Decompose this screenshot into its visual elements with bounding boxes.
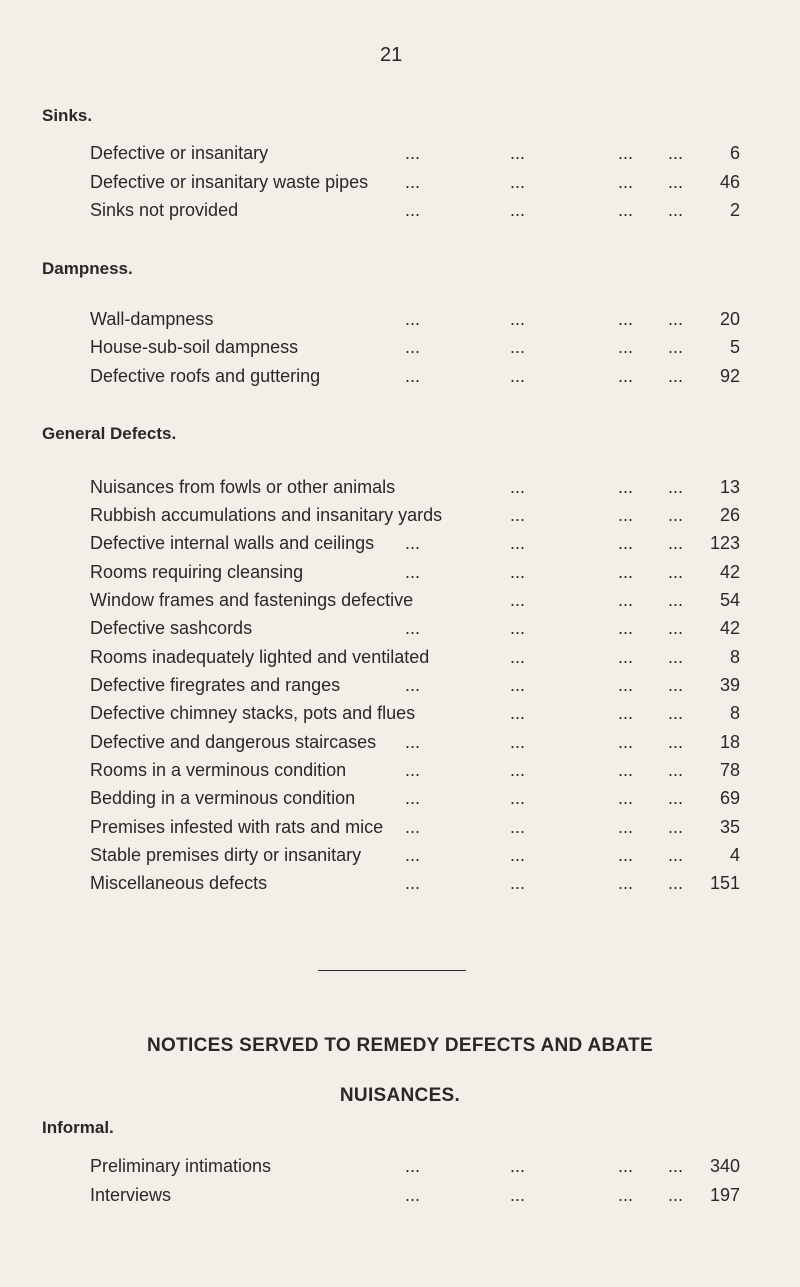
row-value: 197 (709, 1185, 740, 1205)
leader-dots: ... (510, 562, 526, 582)
page-number: 21 (380, 44, 403, 66)
section-heading-dampness: Dampness. (42, 259, 133, 278)
leader-dots: ... (618, 647, 634, 667)
row-label: Window frames and fastenings defective (90, 590, 414, 610)
leader-dots: ... (668, 760, 684, 780)
leader-dots: ... (405, 675, 421, 695)
leader-dots: ... (618, 143, 634, 163)
leader-dots: ... (618, 788, 634, 808)
leader-dots: ... (668, 590, 684, 610)
row-value: 8 (729, 703, 740, 723)
row-value: 35 (719, 817, 740, 837)
row-value: 78 (719, 760, 740, 780)
leader-dots: ... (668, 817, 684, 837)
table-row (90, 703, 740, 733)
leader-dots: ... (618, 337, 634, 357)
row-value: 4 (729, 845, 740, 865)
row-value: 39 (719, 675, 740, 695)
table-row (90, 845, 740, 875)
row-value: 42 (719, 618, 740, 638)
row-value: 69 (719, 788, 740, 808)
row-label: Defective or insanitary waste pipes (90, 172, 369, 192)
row-label: Defective sashcords (90, 618, 253, 638)
row-label: Premises infested with rats and mice (90, 817, 384, 837)
table-row (90, 817, 740, 847)
row-label: Bedding in a verminous condition (90, 788, 356, 808)
leader-dots: ... (405, 337, 421, 357)
table-row (90, 873, 740, 903)
leader-dots: ... (618, 675, 634, 695)
leader-dots: ... (405, 788, 421, 808)
leader-dots: ... (510, 618, 526, 638)
row-value: 92 (719, 366, 740, 386)
leader-dots: ... (618, 562, 634, 582)
leader-dots: ... (510, 845, 526, 865)
table-row (90, 172, 740, 202)
row-label: Defective or insanitary (90, 143, 269, 163)
leader-dots: ... (405, 845, 421, 865)
leader-dots: ... (668, 675, 684, 695)
row-value: 18 (719, 732, 740, 752)
leader-dots: ... (405, 760, 421, 780)
leader-dots: ... (405, 1185, 421, 1205)
leader-dots: ... (510, 143, 526, 163)
leader-dots: ... (668, 732, 684, 752)
leader-dots: ... (405, 873, 421, 893)
table-row (90, 477, 740, 507)
table-row (90, 505, 740, 535)
leader-dots: ... (618, 200, 634, 220)
row-label: Interviews (90, 1185, 172, 1205)
leader-dots: ... (510, 1156, 526, 1176)
table-row (90, 590, 740, 620)
leader-dots: ... (405, 817, 421, 837)
row-label: Sinks not provided (90, 200, 239, 220)
leader-dots: ... (668, 845, 684, 865)
leader-dots: ... (618, 760, 634, 780)
leader-dots: ... (618, 533, 634, 553)
leader-dots: ... (405, 1156, 421, 1176)
leader-dots: ... (668, 200, 684, 220)
leader-dots: ... (405, 200, 421, 220)
leader-dots: ... (405, 533, 421, 553)
row-value: 26 (719, 505, 740, 525)
row-label: Nuisances from fowls or other animals (90, 477, 396, 497)
leader-dots: ... (668, 1156, 684, 1176)
table-row (90, 143, 740, 173)
leader-dots: ... (618, 309, 634, 329)
leader-dots: ... (510, 873, 526, 893)
row-label: Wall-dampness (90, 309, 214, 329)
leader-dots: ... (510, 505, 526, 525)
leader-dots: ... (510, 366, 526, 386)
leader-dots: ... (510, 309, 526, 329)
leader-dots: ... (510, 817, 526, 837)
row-label: Rooms requiring cleansing (90, 562, 304, 582)
leader-dots: ... (510, 172, 526, 192)
leader-dots: ... (405, 309, 421, 329)
section-heading-general-defects: General Defects. (42, 424, 177, 443)
row-value: 13 (719, 477, 740, 497)
leader-dots: ... (510, 647, 526, 667)
row-value: 6 (729, 143, 740, 163)
row-value: 151 (709, 873, 740, 893)
leader-dots: ... (668, 505, 684, 525)
table-row (90, 533, 740, 563)
table-row (90, 647, 740, 677)
leader-dots: ... (405, 732, 421, 752)
leader-dots: ... (618, 1185, 634, 1205)
table-row (90, 1185, 740, 1215)
leader-dots: ... (618, 618, 634, 638)
leader-dots: ... (668, 309, 684, 329)
table-row (90, 562, 740, 592)
leader-dots: ... (405, 172, 421, 192)
row-value: 123 (709, 533, 740, 553)
row-value: 20 (719, 309, 740, 329)
leader-dots: ... (405, 366, 421, 386)
section-heading-informal: Informal. (42, 1118, 114, 1137)
leader-dots: ... (618, 1156, 634, 1176)
leader-dots: ... (510, 703, 526, 723)
row-value: 8 (729, 647, 740, 667)
table-row (90, 1156, 740, 1186)
leader-dots: ... (510, 1185, 526, 1205)
row-value: 2 (729, 200, 740, 220)
row-value: 54 (719, 590, 740, 610)
leader-dots: ... (618, 590, 634, 610)
leader-dots: ... (618, 366, 634, 386)
leader-dots: ... (618, 172, 634, 192)
leader-dots: ... (668, 477, 684, 497)
row-label: Stable premises dirty or insanitary (90, 845, 362, 865)
notices-title-line1: NOTICES SERVED TO REMEDY DEFECTS AND ABATE (147, 1035, 653, 1056)
row-label: Miscellaneous defects (90, 873, 268, 893)
row-label: Rooms inadequately lighted and ventilated (90, 647, 430, 667)
leader-dots: ... (510, 590, 526, 610)
row-label: Defective firegrates and ranges (90, 675, 341, 695)
leader-dots: ... (510, 788, 526, 808)
leader-dots: ... (510, 477, 526, 497)
leader-dots: ... (668, 703, 684, 723)
row-value: 46 (719, 172, 740, 192)
section-divider (318, 970, 466, 971)
row-label: Preliminary intimations (90, 1156, 272, 1176)
leader-dots: ... (618, 703, 634, 723)
leader-dots: ... (668, 533, 684, 553)
row-label: Defective roofs and guttering (90, 366, 321, 386)
leader-dots: ... (668, 1185, 684, 1205)
leader-dots: ... (510, 732, 526, 752)
table-row (90, 200, 740, 230)
leader-dots: ... (405, 562, 421, 582)
leader-dots: ... (668, 647, 684, 667)
leader-dots: ... (618, 477, 634, 497)
table-row (90, 618, 740, 648)
row-value: 5 (729, 337, 740, 357)
leader-dots: ... (618, 505, 634, 525)
table-row (90, 337, 740, 367)
table-row (90, 788, 740, 818)
table-row (90, 309, 740, 339)
notices-title-line2: NUISANCES. (339, 1085, 461, 1106)
leader-dots: ... (668, 788, 684, 808)
row-label: Defective internal walls and ceilings (90, 533, 375, 553)
leader-dots: ... (405, 618, 421, 638)
leader-dots: ... (405, 143, 421, 163)
row-label: Defective and dangerous staircases (90, 732, 377, 752)
leader-dots: ... (618, 732, 634, 752)
table-row (90, 366, 740, 396)
row-value: 340 (709, 1156, 740, 1176)
leader-dots: ... (618, 817, 634, 837)
table-row (90, 760, 740, 790)
row-label: Defective chimney stacks, pots and flues (90, 703, 416, 723)
row-label: Rooms in a verminous condition (90, 760, 347, 780)
section-heading-sinks: Sinks. (42, 106, 93, 125)
leader-dots: ... (510, 200, 526, 220)
leader-dots: ... (510, 675, 526, 695)
row-label: Rubbish accumulations and insanitary yards (90, 505, 443, 525)
leader-dots: ... (668, 172, 684, 192)
table-row (90, 675, 740, 705)
leader-dots: ... (668, 337, 684, 357)
table-row (90, 732, 740, 762)
leader-dots: ... (510, 760, 526, 780)
leader-dots: ... (510, 337, 526, 357)
leader-dots: ... (668, 562, 684, 582)
leader-dots: ... (668, 618, 684, 638)
leader-dots: ... (668, 873, 684, 893)
row-value: 42 (719, 562, 740, 582)
row-label: House-sub-soil dampness (90, 337, 299, 357)
leader-dots: ... (618, 845, 634, 865)
leader-dots: ... (668, 143, 684, 163)
leader-dots: ... (668, 366, 684, 386)
leader-dots: ... (510, 533, 526, 553)
leader-dots: ... (618, 873, 634, 893)
